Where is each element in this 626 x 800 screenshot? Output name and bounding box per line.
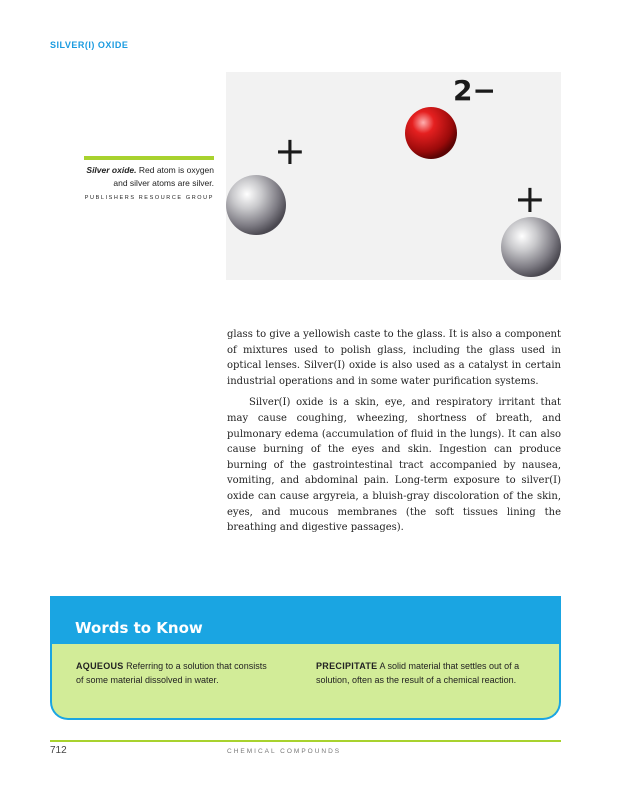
words-to-know-box <box>50 596 561 722</box>
term-definition: Referring to a solution that consists of some material dissolved in water. <box>76 661 267 685</box>
caption-title: Silver oxide. <box>86 165 137 175</box>
glossary-term <box>316 659 541 687</box>
paragraph: glass to give a yellowish caste to the glass. It is also a component of mixtures used to polish glass, including the glass used in optical lenses. Silver(I) oxide is also used as a catalyst in certain industrial operations and in some water purification systems. <box>227 329 561 387</box>
charge-cation-left: + <box>274 129 306 173</box>
running-head: SILVER(I) OXIDE <box>50 40 129 50</box>
footer-book-title: CHEMICAL COMPOUNDS <box>227 748 342 755</box>
term-definition: A solid material that settles out of a solution, often as the result of a chemical reaction. <box>316 661 520 685</box>
silver-atom-left <box>226 175 286 235</box>
charge-cation-right: + <box>514 177 546 221</box>
oxygen-atom <box>405 107 457 159</box>
silver-atom-right <box>501 217 561 277</box>
term-word: PRECIPITATE <box>316 661 378 671</box>
molecule-photo <box>226 72 561 280</box>
caption-rule <box>84 156 214 160</box>
glossary-term <box>76 659 276 687</box>
caption-text: Red atom is oxygen and silver atoms are silver. <box>113 165 214 188</box>
paragraph: Silver(I) oxide is a skin, eye, and respiratory irritant that may cause coughing, wheezing, shortness of breath, and pulmonary edema (accumulation of fluid in the lungs). It can also cause burning of the eyes and skin. Ingestion can produce burning of the gastrointestinal tract accompanied by nausea, vomiting, and abdominal pain. Long-term exposure to silver(I) oxide can cause argyreia, a bluish-gray discoloration of the skin, eyes, and mucous membranes (the soft tissues lining the breathing and digestive passages). <box>227 397 561 534</box>
silver-oxide-illustration <box>226 72 561 280</box>
caption-credit: PUBLISHERS RESOURCE GROUP <box>84 195 214 201</box>
words-to-know-title: Words to Know <box>75 619 203 637</box>
footer-rule <box>50 740 561 742</box>
page-number: 712 <box>50 745 67 756</box>
words-to-know-body <box>50 644 561 720</box>
term-word: AQUEOUS <box>76 661 124 671</box>
charge-anion: 2− <box>453 74 496 107</box>
body-text <box>227 327 561 542</box>
figure-caption <box>84 164 214 205</box>
